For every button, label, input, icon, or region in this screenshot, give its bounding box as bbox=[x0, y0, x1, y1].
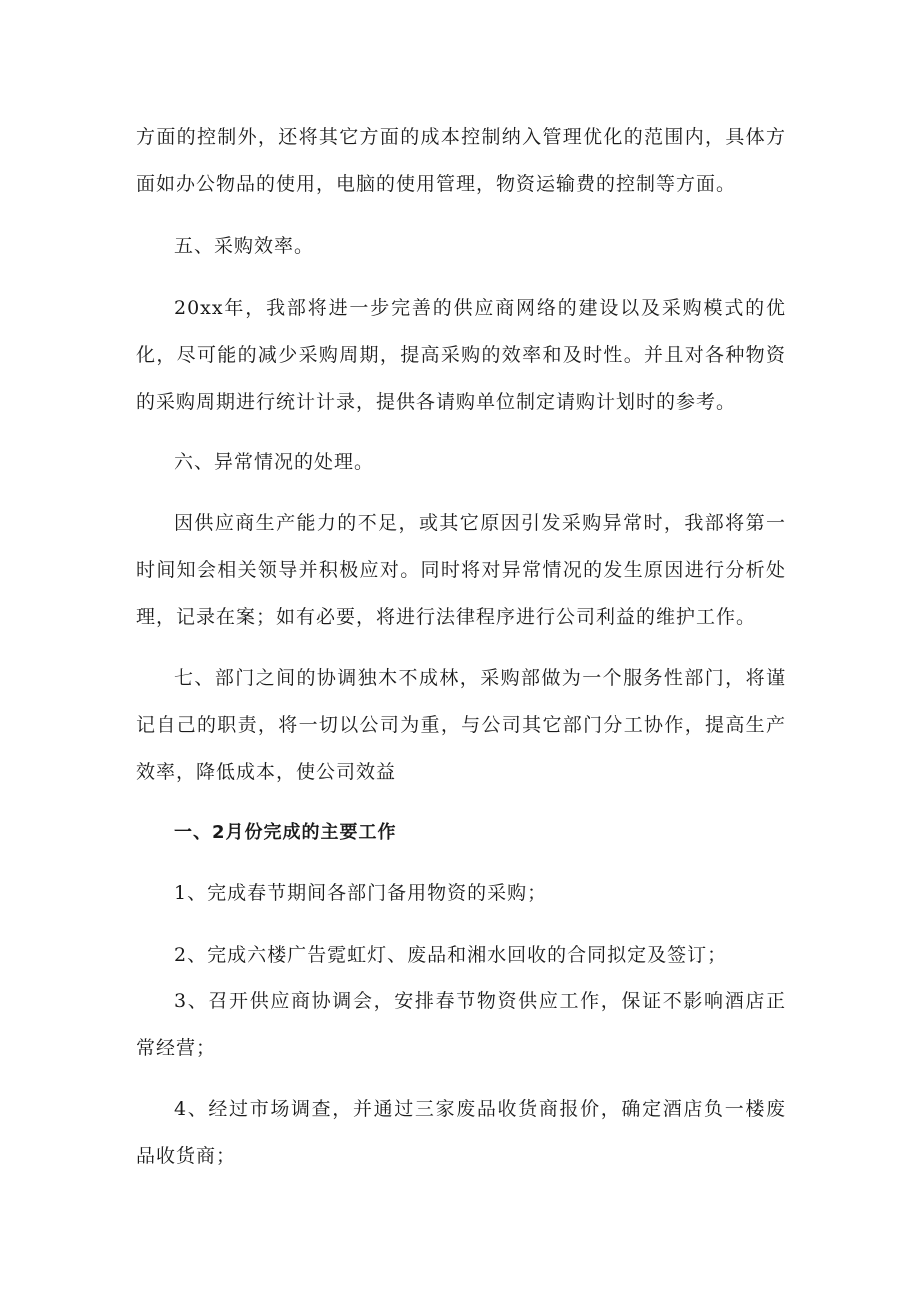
paragraph-procurement-efficiency: 20xx年，我部将进一步完善的供应商网络的建设以及采购模式的优化，尽可能的减少采购周期，提高采购的效率和及时性。并且对各种物资的采购周期进行统计计录，提供各请购单位制定请购计划时的参考。 bbox=[136, 297, 786, 413]
paragraph-department-coordination: 七、部门之间的协调独木不成林，采购部做为一个服务性部门，将谨记自己的职责，将一切以公司为重，与公司其它部门分工协作，提高生产效率，降低成本，使公司效益 bbox=[136, 667, 786, 783]
paragraph-cost-control: 方面的控制外，还将其它方面的成本控制纳入管理优化的范围内，具体方面如办公物品的使用，电脑的使用管理，物资运输费的控制等方面。 bbox=[136, 126, 786, 195]
list-item-3: 3、召开供应商协调会，安排春节物资供应工作，保证不影响酒店正常经营； bbox=[136, 990, 786, 1059]
heading-procurement-efficiency: 五、采购效率。 bbox=[174, 235, 315, 257]
paragraph-exception-handling: 因供应商生产能力的不足，或其它原因引发采购异常时，我部将第一时间知会相关领导并积极应对。同时将对异常情况的发生原因进行分析处理，记录在案；如有必要，将进行法律程序进行公司利益的维护工作。 bbox=[136, 512, 786, 628]
list-item-2: 2、完成六楼广告霓虹灯、废品和湘水回收的合同拟定及签订； bbox=[174, 944, 728, 966]
heading-february-work: 一、2月份完成的主要工作 bbox=[174, 822, 397, 843]
heading-exception-handling: 六、异常情况的处理。 bbox=[174, 451, 375, 473]
list-item-1: 1、完成春节期间各部门备用物资的采购； bbox=[174, 882, 548, 904]
list-item-4: 4、经过市场调查，并通过三家废品收货商报价，确定酒店负一楼废品收货商； bbox=[136, 1098, 786, 1167]
